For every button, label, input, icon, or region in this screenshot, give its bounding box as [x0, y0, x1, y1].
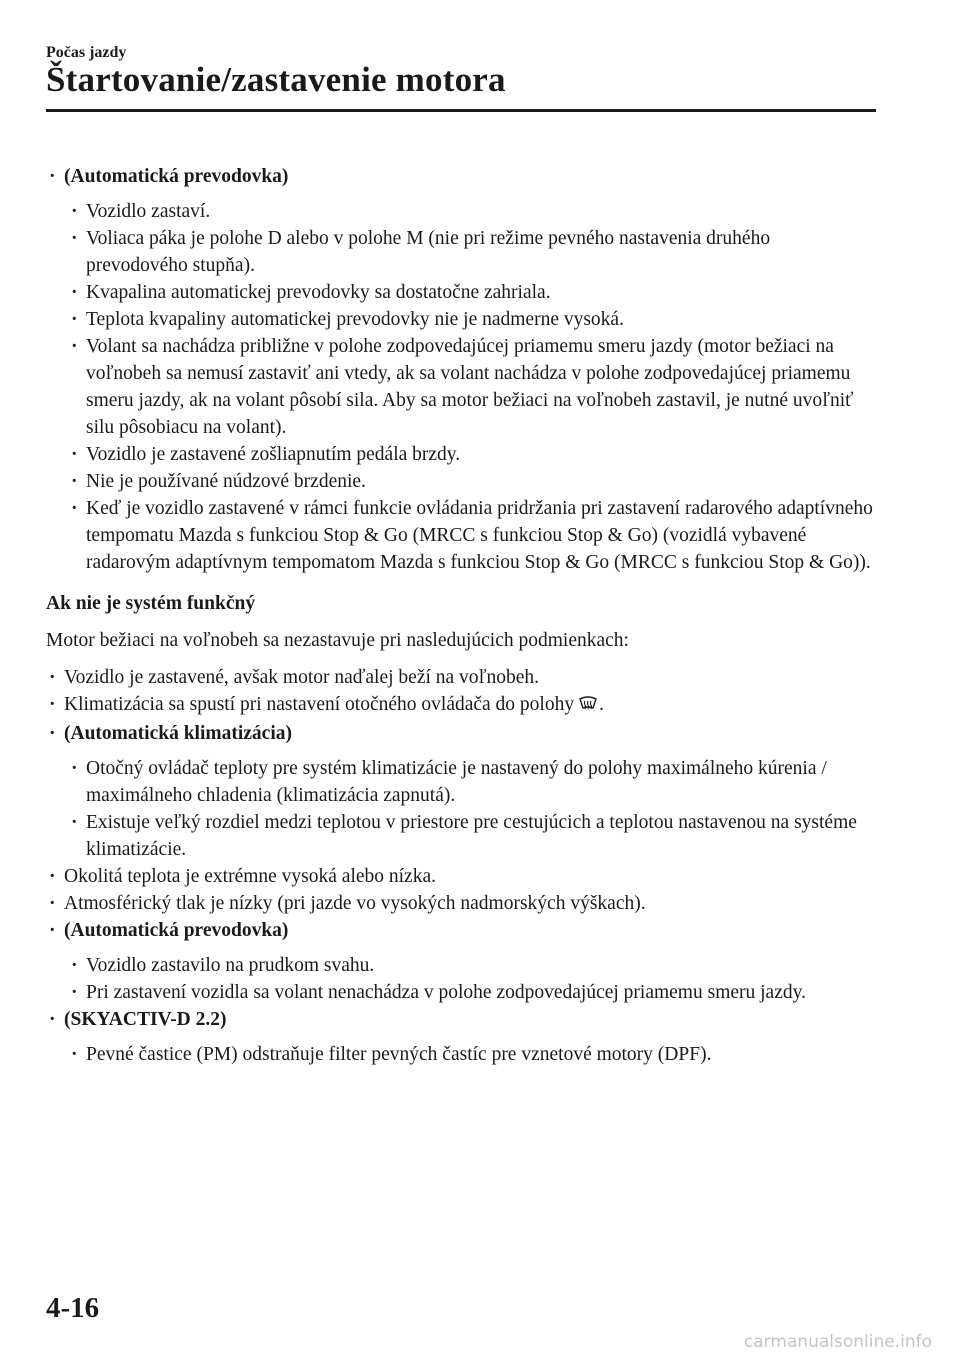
- page-number: 4-16: [46, 1292, 100, 1324]
- list-head-automatic-transmission: · (Automatická prevodovka): [46, 163, 876, 190]
- list-item: · Volant sa nachádza približne v polohe zodpovedajúcej priamemu smeru jazdy (motor bežiaci na voľnobeh sa nemusí zastaviť ani vtedy, ak sa volant nachádza v polohe zodpovedajúcej priamemu smeru jazdy, ak na volant pôsobí sila. Aby sa motor bežiaci na voľnobeh zastavil, je nutné uvoľniť silu pôsobiacu na volant).: [68, 333, 876, 441]
- list-head-skyactiv: · (SKYACTIV-D 2.2): [46, 1006, 876, 1033]
- list-item: · Nie je používané núdzové brzdenie.: [68, 468, 876, 495]
- climate-text: Klimatizácia sa spustí pri nastavení otočného ovládača do polohy: [64, 694, 575, 715]
- windshield-defroster-icon: [578, 693, 598, 720]
- list-item: · Vozidlo zastaví.: [68, 198, 876, 225]
- list-item: · Pri zastavení vozidla sa volant nenachádza v polohe zodpovedajúcej priamemu smeru jazdy.: [68, 979, 876, 1006]
- list-item: · Voliaca páka je polohe D alebo v polohe M (nie pri režime pevného nastavenia druhého prevodového stupňa).: [68, 225, 876, 279]
- list-item: · Atmosférický tlak je nízky (pri jazde vo vysokých nadmorských výškach).: [46, 890, 876, 917]
- section-intro: Motor bežiaci na voľnobeh sa nezastavuje pri nasledujúcich podmienkach:: [46, 630, 629, 651]
- page-title: Štartovanie/zastavenie motora: [46, 60, 506, 99]
- list-item: · Vozidlo je zastavené zošliapnutím pedála brzdy.: [68, 441, 876, 468]
- list-item: · Vozidlo zastavilo na prudkom svahu.: [68, 952, 876, 979]
- climate-text-end: .: [599, 694, 604, 715]
- list-head-automatic-transmission-2: · (Automatická prevodovka): [46, 917, 876, 944]
- list-item: · Vozidlo je zastavené, avšak motor naďalej beží na voľnobeh.: [46, 664, 876, 691]
- list-item: · Pevné častice (PM) odstraňuje filter pevných častíc pre vznetové motory (DPF).: [68, 1041, 876, 1068]
- list-item: · Kvapalina automatickej prevodovky sa dostatočne zahriala.: [68, 279, 876, 306]
- list-item: · Teplota kvapaliny automatickej prevodovky nie je nadmerne vysoká.: [68, 306, 876, 333]
- list-head-automatic-climate: · (Automatická klimatizácia): [46, 720, 876, 747]
- list-item-climate: [46, 691, 876, 720]
- list-item: · Okolitá teplota je extrémne vysoká alebo nízka.: [46, 863, 876, 890]
- list-item: · Otočný ovládač teploty pre systém klimatizácie je nastavený do polohy maximálneho kúrenia / maximálneho chladenia (klimatizácia zapnutá).: [68, 755, 876, 809]
- section-heading: Ak nie je systém funkčný: [46, 593, 256, 614]
- watermark: carmanualsonline.info: [743, 1332, 932, 1352]
- page-content: [46, 163, 876, 1068]
- list-item: · Existuje veľký rozdiel medzi teplotou v priestore pre cestujúcich a teplotou nastavenou na systéme klimatizácie.: [68, 809, 876, 863]
- section-label: Počas jazdy: [46, 44, 127, 61]
- list-item: · Keď je vozidlo zastavené v rámci funkcie ovládania pridržania pri zastavení radarového adaptívneho tempomatu Mazda s funkciou Stop & Go (MRCC s funkciou Stop & Go) (vozidlá vybavené radarovým adaptívnym tempomatom Mazda s funkciou Stop & Go (MRCC s funkciou Stop & Go)).: [68, 495, 876, 576]
- title-divider: [46, 109, 876, 112]
